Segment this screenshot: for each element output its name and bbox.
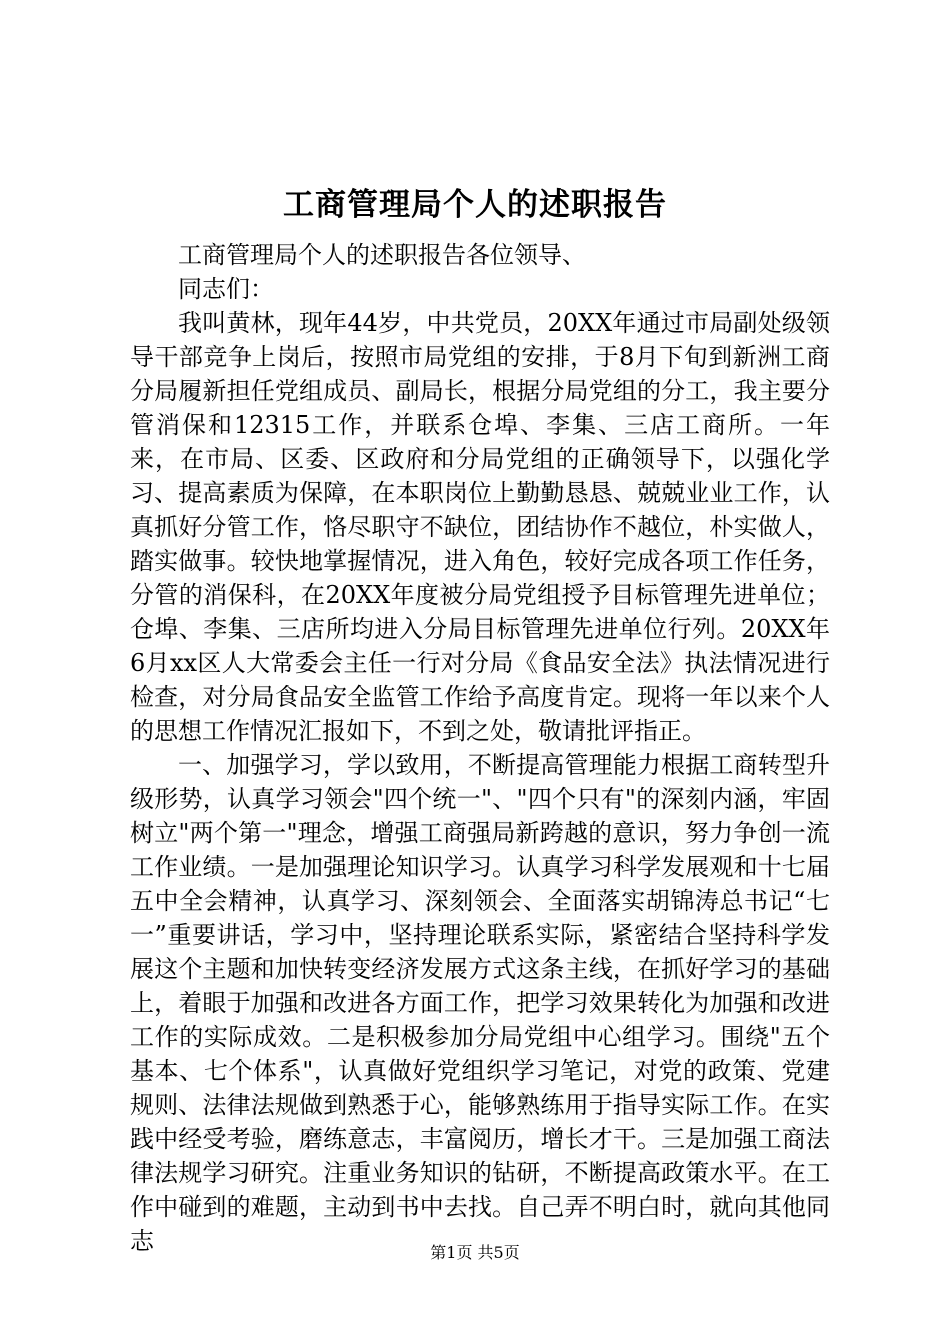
paragraph-introduction: 我叫黄林，现年44岁，中共党员，20XX年通过市局副处级领导干部竞争上岗后，按照市局党组的安排，于8月下旬到新洲工商分局履新担任党组成员、副局长，根据分局党组的分工，我主要分管消保和12315工作，并联系仓埠、李集、三店工商所。一年来，在市局、区委、区政府和分局党组的正确领导下，以强化学习、提高素质为保障，在本职岗位上勤勤恳恳、兢兢业业工作，认真抓好分管工作，恪尽职守不缺位，团结协作不越位，朴实做人，踏实做事。较快地掌握情况，进入角色，较好完成各项工作任务，分管的消保科，在20XX年度被分局党组授予目标管理先进单位；仓埠、李集、三店所均进入分局目标管理先进单位行列。20XX年6月xx区人大常委会主任一行对分局《食品安全法》执法情况进行检查，对分局食品安全监管工作给予高度肯定。现将一年以来个人的思想工作情况汇报如下，不到之处，敬请批评指正。 (130, 309, 830, 745)
salutation-line-1: 工商管理局个人的述职报告各位领导、 (178, 241, 586, 269)
document-title: 工商管理局个人的述职报告 (283, 187, 667, 223)
page-number-footer: 第1页 共5页 (430, 1243, 520, 1262)
document-body (130, 238, 830, 1258)
salutation-line-2: 同志们： (178, 275, 274, 303)
paragraph-section-one: 一、加强学习，学以致用，不断提高管理能力根据工商转型升级形势，认真学习领会"四个统一"、"四个只有"的深刻内涵，牢固树立"两个第一"理念，增强工商强局新跨越的意识，努力争创一流工作业绩。一是加强理论知识学习。认真学习科学发展观和十七届五中全会精神，认真学习、深刻领会、全面落实胡锦涛总书记“七一”重要讲话，学习中，坚持理论联系实际，紧密结合坚持科学发展这个主题和加快转变经济发展方式这条主线，在抓好学习的基础上，着眼于加强和改进各方面工作，把学习效果转化为加强和改进工作的实际成效。二是积极参加分局党组中心组学习。围绕"五个基本、七个体系"，认真做好党组织学习笔记，对党的政策、党建规则、法律法规做到熟悉于心，能够熟练用于指导实际工作。在实践中经受考验，磨练意志，丰富阅历，增长才干。三是加强工商法律法规学习研究。注重业务知识的钻研，不断提高政策水平。在工作中碰到的难题，主动到书中去找。自己弄不明白时，就向其他同志 (130, 751, 830, 1255)
